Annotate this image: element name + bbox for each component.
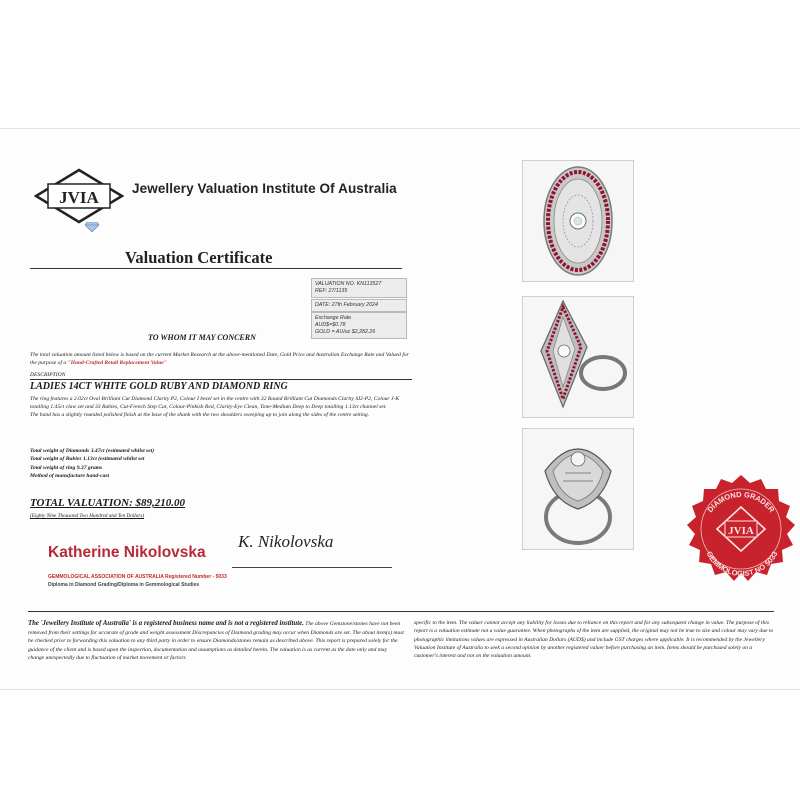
item-description-1: The ring features a 2.02ct Oval Brilliant Cut Diamond Clarity P2, Colour I bezel set in the centre with 32 Round Brilliant Cut Diamonds Clarity SI2-P2, Colour J-K totalling 1.45ct claw set and 33 Rubies, Cut-French Step Cut, Colour-Pinkish Red, Clarity-Eye Clean, Tone-Medium Deep to Deep totalling 1.13ct channel set. — [30, 396, 400, 411]
institute-name: Jewellery Valuation Institute Of Australia — [132, 181, 397, 196]
gold-price: GOLD = AU/oz $2,282.26 — [315, 328, 376, 335]
valuer-name: Katherine Nikolovska — [48, 544, 206, 561]
aud-rate: AUD$=$0.78 — [315, 321, 346, 328]
item-description — [30, 395, 415, 419]
valuation-number: VALUATION NO. KN113527 — [315, 281, 382, 287]
valuation-number-box — [311, 278, 407, 298]
total-valuation-words: (Eighty Nine Thousand Two Hundred and Ten Dollars) — [30, 513, 145, 519]
description-label: DESCRIPTION — [30, 372, 66, 378]
ring-photo-front — [522, 160, 634, 282]
intro-text: The total valuation amount listed below is based on the current Market Research at the above-mentioned Date, Gold Price and Australian Exchange Rate and Valued for the purpose of a — [30, 352, 409, 366]
to-whom-heading: TO WHOM IT MAY CONCERN — [148, 333, 256, 342]
valuation-purpose: "Hand-Crafted Retail Replacement Value" — [67, 359, 167, 366]
ring-photo-back — [522, 428, 634, 550]
footer-disclaimer-left — [28, 619, 404, 662]
diploma-text: Diploma in Diamond Grading/Diploma in Gemmological Studies — [48, 581, 200, 588]
valuer-credentials — [48, 574, 227, 589]
date-box — [311, 299, 407, 312]
diamond-icon — [85, 222, 99, 232]
logo-text: JVIA — [59, 188, 99, 207]
association-registration: GEMMOLOGICAL ASSOCIATION OF AUSTRALIA Registered Number - 5033 — [48, 574, 227, 580]
exchange-rate-label: Exchange Rate — [315, 315, 352, 321]
footer-disclaimer-right: specific to the item. The valuer cannot accept any liability for losses due to reliance on this report and for any subsequent change in value. The purpose of this report is a valuation estimate not a value guarantee. When photographs of the item are supplied, the original may not be true to size and colour may vary due to photographic limitations values are expressed in Australian Dollars (AUD$) and include GST charges where applicable. It is recommended by the Jewellery Valuation Institute of Australia to seek a second opinion by another registered valuer before purchasing an item. Items should be purchased solely on a customer's interest and not on the valuation amount. — [414, 620, 774, 660]
reference-number: REF: 27/1135 — [315, 287, 348, 294]
valuer-signature: K. Nikolovska — [238, 532, 334, 551]
description-divider — [30, 379, 412, 380]
weight-ring: Total weight of ring 9.37 grams — [30, 464, 103, 471]
footer-left-text: The above Gemstone/stones have not been removed from their settings for accurate of grade and weight assessment Discrepancies of Diamond grading may occur when Diamonds are set. The about item(s) must be checked prior to forwarding this valuation to any third party in order to ensure Diamonds/stones remain as described above. This report is prepared solely for the guidance of the client and is based upon the inspection, documentation and assumptions as detailed herein. The valuation is as current as the date only and may change unexpectedly due to fluctuation of market movement or factors — [28, 621, 404, 661]
seal-bottom-text: GEMMOLOGIST NO 5033 — [704, 549, 780, 579]
intro-paragraph — [30, 352, 412, 368]
seal-top-text: DIAMOND GRADER — [705, 489, 777, 515]
title-divider — [30, 268, 402, 269]
footer-lead: The 'Jewellery Institute of Australia' is a registered business name and is not a registered institute. — [28, 620, 304, 627]
manufacture-method: Method of manufacture hand-cast — [30, 473, 110, 480]
ring-photo-side — [522, 296, 634, 418]
footer-divider — [28, 611, 774, 612]
item-title: LADIES 14CT WHITE GOLD RUBY AND DIAMOND RING — [30, 381, 288, 392]
diamond-grader-seal — [683, 473, 799, 593]
jvia-logo — [34, 168, 124, 224]
certificate-title: Valuation Certificate — [125, 248, 273, 267]
weight-diamonds: Total weight of Diamonds 3.47ct (estimated whilst set) — [30, 448, 155, 454]
item-weights — [30, 447, 154, 481]
item-description-2: The band has a slightly rounded polished finish at the base of the shank with the two shoulders sweeping up to join along the sides of the centre setting. — [30, 412, 370, 419]
total-valuation: TOTAL VALUATION: $89,210.00 — [30, 497, 186, 509]
valuation-date: DATE: 27th February 2024 — [315, 302, 378, 308]
exchange-rate-box — [311, 312, 407, 339]
seal-logo-text: JVIA — [728, 525, 754, 537]
signature-line — [232, 567, 392, 568]
weight-rubies: Total weight of Rubies 1.13ct (estimated whilst set — [30, 456, 145, 463]
